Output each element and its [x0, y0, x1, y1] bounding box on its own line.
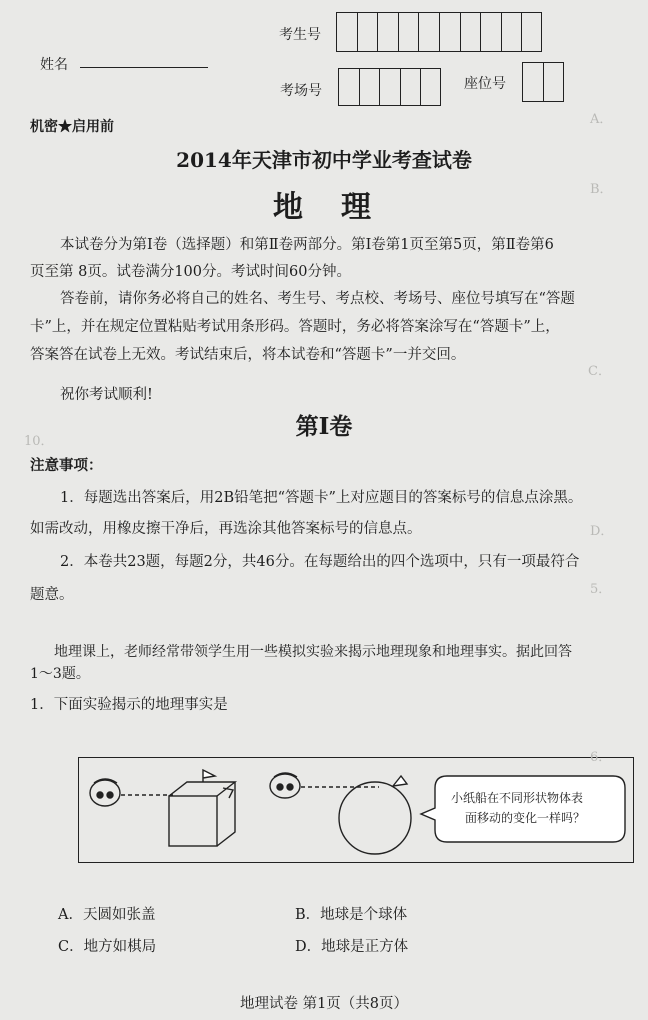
page-footer: 地理试卷 第1页（共8页）	[239, 996, 409, 1012]
experiment-illustration	[78, 757, 634, 863]
room-label: 考场号	[280, 83, 322, 99]
bleed-text: A．	[590, 112, 613, 127]
note-line: 如需改动，用橡皮擦干净后，再选涂其他答案标号的信息点。	[30, 521, 422, 537]
intro-line: 答卷前，请你务必将自己的姓名、考生号、考点校、考场号、座位号填写在“答题	[60, 291, 575, 307]
exam-number-boxes[interactable]	[336, 12, 542, 52]
bleed-text: 10．	[24, 434, 54, 449]
note-line: 题意。	[30, 587, 74, 603]
bleed-text: B．	[590, 182, 613, 197]
intro-line: 卡”上，并在规定位置粘贴考试用条形码。答题时，务必将答案涂写在“答题卡”上，	[30, 319, 560, 335]
observer-eye-icon	[270, 773, 300, 798]
seat-number-boxes[interactable]	[522, 62, 564, 102]
exam-number-label: 考生号	[279, 27, 321, 43]
cube-icon	[169, 770, 235, 846]
bleed-text: D．	[590, 524, 614, 539]
intro-line: 页至第 8页。试卷满分100分。考试时间60分钟。	[30, 264, 351, 280]
note-line: 2．本卷共23题，每题2分，共46分。在每题给出的四个选项中，只有一项最符合	[60, 554, 580, 570]
speech-line: 小纸船在不同形状物体表	[451, 791, 584, 805]
speech-bubble-text	[451, 788, 585, 828]
confidential-mark: 机密★启用前	[30, 119, 114, 135]
option-d: D．地球是正方体	[295, 939, 409, 955]
speech-line: 面移动的变化一样吗？	[465, 811, 586, 825]
context-line: 地理课上，老师经常带领学生用一些模拟实验来揭示地理现象和地理事实。据此回答	[54, 644, 572, 660]
intro-line: 答案答在试卷上无效。考试结束后，将本试卷和“答题卡”一并交回。	[30, 347, 466, 363]
subject-title: 地 理	[273, 190, 375, 225]
bleed-text: 5．	[590, 582, 612, 597]
option-b: B．地球是个球体	[295, 907, 408, 923]
name-label: 姓名	[40, 57, 68, 73]
notes-title: 注意事项：	[30, 457, 103, 474]
name-field[interactable]	[80, 67, 208, 68]
observer-eye-icon	[90, 779, 120, 806]
question-1: 1．下面实验揭示的地理事实是	[30, 697, 228, 713]
bleed-text: 6．	[590, 750, 612, 765]
bleed-text: C．	[588, 364, 611, 379]
intro-line: 祝你考试顺利!	[60, 387, 153, 403]
context-line: 1～3题。	[30, 666, 90, 682]
intro-line: 本试卷分为第Ⅰ卷（选择题）和第Ⅱ卷两部分。第Ⅰ卷第1页至第5页，第Ⅱ卷第6	[60, 237, 554, 253]
room-number-boxes[interactable]	[338, 68, 441, 106]
note-line: 1．每题选出答案后，用2B铅笔把“答题卡”上对应题目的答案标号的信息点涂黑。	[60, 490, 583, 506]
option-c: C．地方如棋局	[58, 939, 157, 955]
part-title: 第Ⅰ卷	[295, 413, 353, 440]
exam-title: 2014年天津市初中学业考查试卷	[176, 148, 472, 172]
seat-label: 座位号	[464, 76, 506, 92]
option-a: A．天圆如张盖	[58, 907, 156, 923]
